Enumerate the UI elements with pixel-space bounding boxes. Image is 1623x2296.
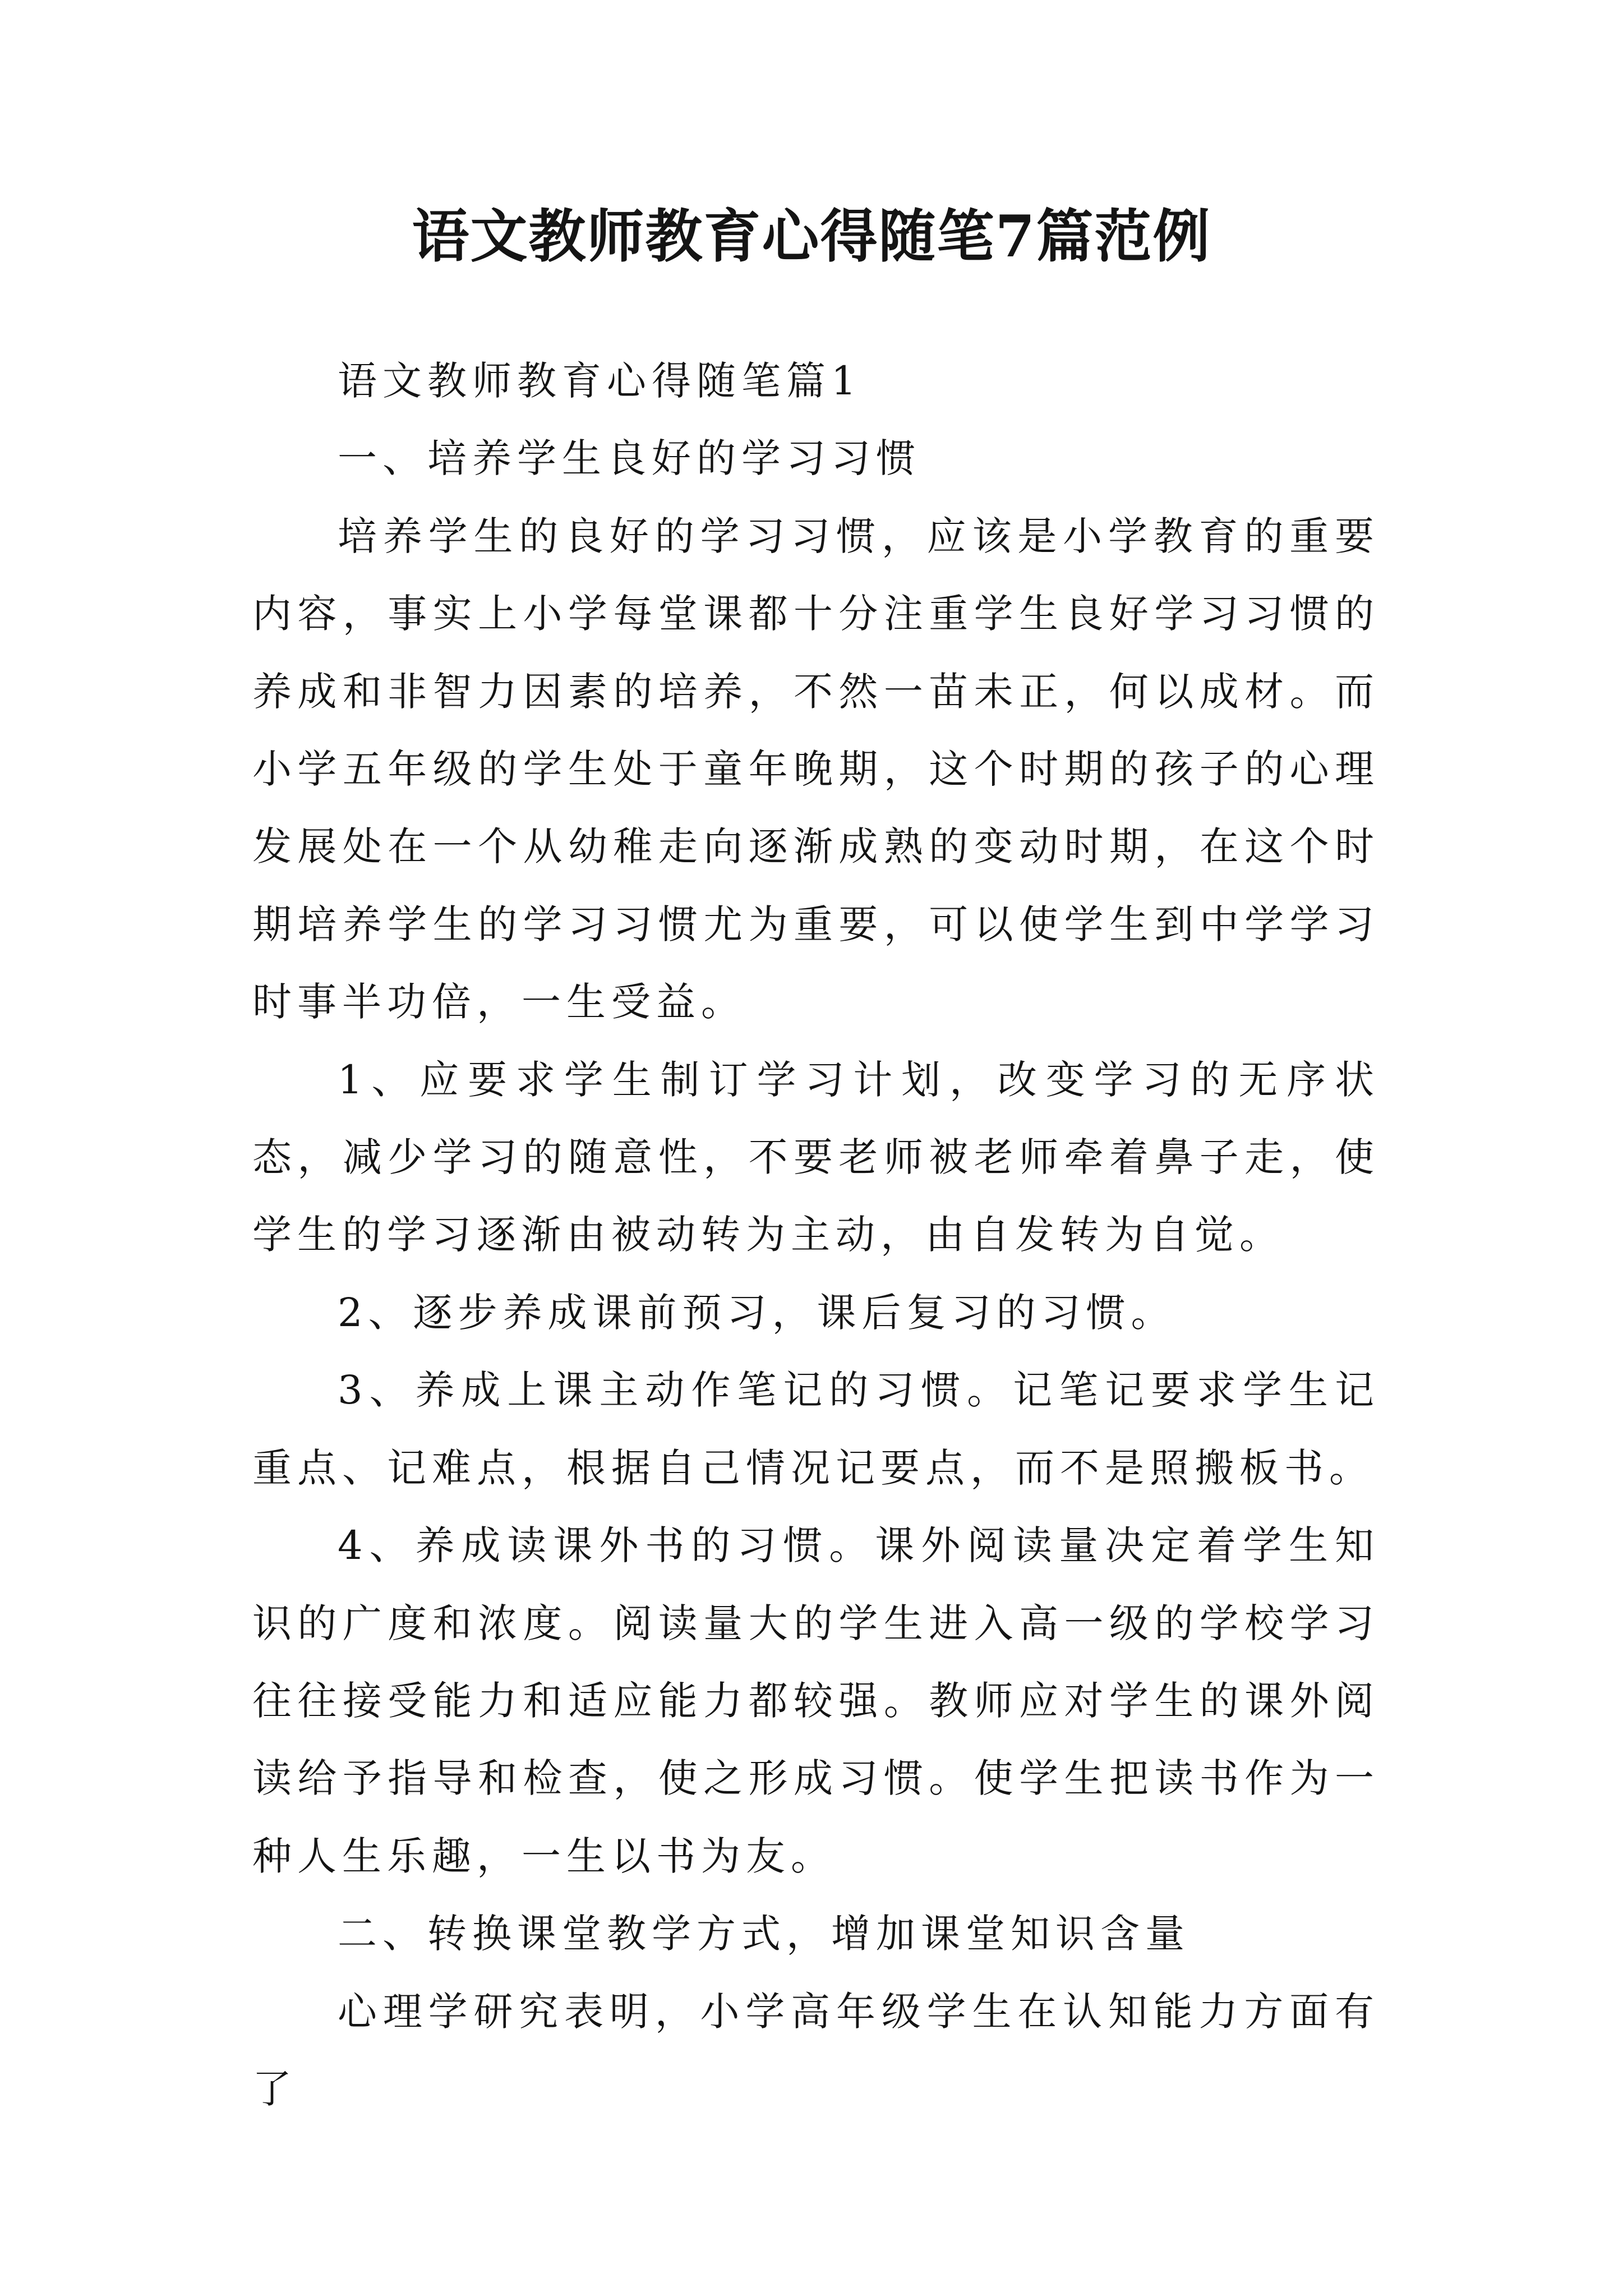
paragraph: 4、养成读课外书的习惯。课外阅读量决定着学生知识的广度和浓度。阅读量大的学生进入高一级的学校学习往往接受能力和适应能力都较强。教师应对学生的课外阅读给予指导和检查，使之形成习惯。使学生把读书作为一种人生乐趣，一生以书为友。 (252, 1522, 1380, 1879)
subsection-heading: 二、转换课堂教学方式，增加课堂知识含量 (338, 1911, 1190, 1957)
section-heading: 语文教师教育心得随笔篇1 (338, 358, 862, 404)
paragraph: 心理学研究表明，小学高年级学生在认知能力方面有了 (252, 1988, 1380, 2112)
document-title: 语文教师教育心得随笔7篇范例 (412, 203, 1211, 270)
subsection-heading: 一、培养学生良好的学习习惯 (338, 435, 921, 482)
paragraph: 3、养成上课主动作笔记的习惯。记笔记要求学生记重点、记难点，根据自己情况记要点，而不是照搬板书。 (252, 1367, 1380, 1491)
paragraph: 培养学生的良好的学习习惯，应该是小学教育的重要内容，事实上小学每堂课都十分注重学生良好学习习惯的养成和非智力因素的培养，不然一苗未正，何以成材。而小学五年级的学生处于童年晚期，这个时期的孩子的心理发展处在一个从幼稚走向逐渐成熟的变动时期，在这个时期培养学生的学习习惯尤为重要，可以使学生到中学学习时事半功倍，一生受益。 (252, 513, 1380, 1025)
paragraph: 2、逐步养成课前预习，课后复习的习惯。 (338, 1289, 1176, 1336)
document-body (252, 342, 1380, 2128)
paragraph: 1、应要求学生制订学习计划，改变学习的无序状态，减少学习的随意性，不要老师被老师牵着鼻子走，使学生的学习逐渐由被动转为主动，由自发转为自觉。 (252, 1056, 1380, 1258)
